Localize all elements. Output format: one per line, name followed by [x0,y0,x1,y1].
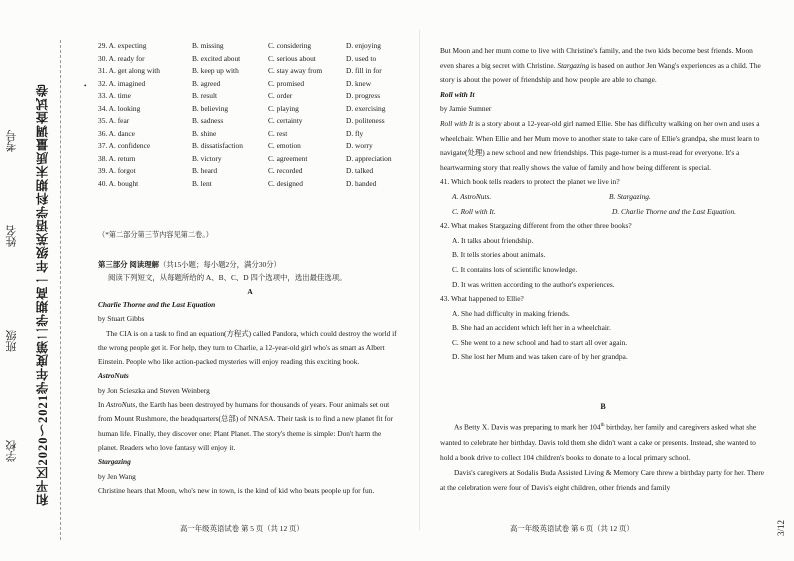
section3-detail: （共15小题；每小题2分，满分30分） [158,260,281,269]
book2-title: AstroNuts [98,371,129,381]
question-43: 43. What happened to Ellie? [440,294,524,304]
option-col1-7[interactable]: 36. A. dance [98,128,135,138]
bullet-mark: • [84,82,87,90]
question-41-options-row1 [440,190,766,205]
book2-text-italic: AstroNuts [106,400,136,410]
option-col1-3[interactable]: 32. A. imagined [98,78,146,88]
option-col4-5[interactable]: D. exercising [346,103,386,113]
option-col2-1[interactable]: B. excited about [192,53,241,63]
book2-text-post: , the Earth has been destroyed by humans for thousands of years. Four animals set out from Mount Rushmore, the headquarters(总部) of NNASA. Their task is to find a new planet fit for human life. Finally, they discover one: Plant Planet. The story's theme is simple: Don't harm the planet. Readers who love fantasy will enjoy it. [98,400,394,452]
option-col4-4[interactable]: D. progress [346,91,381,100]
b-p1-post: birthday, her family and caregivers asked what she wanted to celebrate her birthday. Davis told them she didn't want a cake or presents. Instead, she wanted to hold a book drive to collect 104 children's books to donate to a local primary school. [440,422,757,462]
option-col4-2[interactable]: D. fill in for [346,66,382,75]
option-col2-4[interactable]: B. result [192,91,218,100]
option-col4-10[interactable]: D. talked [346,166,374,175]
option-col2-2[interactable]: B. keep up with [192,66,239,75]
book3-author: by Jen Wang [98,471,136,481]
b-p1-pre: As Betty X. Davis was preparing to mark her 104 [454,422,601,432]
passage-b-paragraph-1 [440,418,766,465]
option-col4-0[interactable]: D. enjoying [346,41,381,50]
option-col4-11[interactable]: D. handed [346,178,377,188]
passage-b-label: B [600,402,606,411]
book4-author: by Jamie Sumner [440,104,492,114]
option-col2-11[interactable]: B. lent [192,178,212,188]
options-column-d [346,40,392,190]
option-col3-11[interactable]: C. designed [268,178,303,188]
option-col3-3[interactable]: C. promised [268,78,305,88]
passage-a-label: A [247,287,253,296]
option-col3-4[interactable]: C. order [268,91,293,100]
passage-b-body [440,418,766,495]
option-col3-0[interactable]: C. considering [268,41,312,50]
book2-text [98,398,402,455]
option-col2-9[interactable]: B. victory [192,153,222,163]
option-col3-10[interactable]: C. recorded [268,166,303,175]
book4-text-italic: Roll with It [440,118,474,128]
question-41-options-row2 [440,205,766,220]
option-col4-6[interactable]: D. politeness [346,116,385,125]
sheet-number: 3/12 [776,520,786,537]
section3-title: 第三部分 阅读理解 [98,260,159,269]
question-42: 42. What makes Stargazing different from the other three books? [440,221,632,231]
option-col2-10[interactable]: B. heard [192,166,218,175]
passage-a-continued [440,44,766,365]
option-col4-7[interactable]: D. fly [346,128,364,138]
book4-text-body: is a story about a 12-year-old girl named Ellie. She has difficulty walking on her own and uses a wheelchair. When Ellie and her Mum move to another state to take care of Ellie's grandpa, she must learn to navigate(处理) a new school and new friendships. This page-turner is a must-read for everyone. It's a heartwarming story that really shows the value of family and how being different is special. [440,118,760,172]
section2-note: （*第二部分第三节内容见第二卷。） [98,231,213,239]
q41-option-b[interactable]: B. Stargazing. [609,191,651,201]
b-p1-sup: th [600,423,605,428]
option-col2-0[interactable]: B. missing [192,41,224,50]
binding-label-id: 考号 [6,130,18,152]
q43-option-b[interactable]: B. She had an accident which left her in a wheelchair. [452,323,611,333]
option-col1-1[interactable]: 30. A. ready for [98,53,145,63]
q43-option-a[interactable]: A. She had difficulty in making friends. [452,308,570,318]
option-col4-8[interactable]: D. worry [346,141,373,150]
options-column-c [268,40,322,190]
option-col1-10[interactable]: 39. A. forgot [98,166,136,175]
section3-instruction: 阅读下列短文，从每题所给的 A、B、C、D 四个选项中，选出最佳选项。 [108,273,347,282]
option-col3-7[interactable]: C. rest [268,128,288,138]
option-col1-2[interactable]: 31. A. get along with [98,66,160,75]
options-column-a [98,40,160,190]
q42-option-d[interactable]: D. It was written according to the author's experiences. [452,279,615,289]
option-col1-6[interactable]: 35. A. fear [98,116,130,125]
book4-title: Roll with It [440,89,475,99]
passage-b-paragraph-2: Davis's caregivers at Sodalis Buda Assisted Living & Memory Care threw a birthday party for her. There at the celebration were four of Davis's eight children, other friends and family [440,468,765,493]
q41-option-c[interactable]: C. Roll with It. [452,206,496,216]
exam-title-vertical: 和平区2020～2021学年度第二学期高一年级英语学科期末质量调查试卷 [36,83,50,507]
page-fold [419,30,420,530]
option-col2-5[interactable]: B. believing [192,103,229,113]
book3-continuation [440,44,766,88]
option-col1-5[interactable]: 34. A. looking [98,103,141,113]
option-col2-3[interactable]: B. agreed [192,78,221,88]
options-column-b [192,40,243,190]
question-41: 41. Which book tells readers to protect the planet we live in? [440,177,620,187]
option-col2-7[interactable]: B. shine [192,128,217,138]
option-col3-2[interactable]: C. stay away from [268,66,323,75]
book2-text-pre: In [98,400,107,410]
book1-text: The CIA is on a task to find an equation(方程式) called Pandora, which could destroy the world if the wrong people get it. For help, they turn to Charlie, a 12-year-old girl who's as smart as Albert Einstein. People who like action-packed mysteries will enjoy reading this exciting book. [98,328,397,367]
q41-option-d[interactable]: D. Charlie Thorne and the Last Equation. [612,206,737,216]
option-col1-11[interactable]: 40. A. bought [98,178,139,188]
option-col4-9[interactable]: D. appreciation [346,153,392,163]
book3-title: Stargazing [98,457,131,467]
binding-label-name: 姓名 [6,225,18,247]
option-col3-9[interactable]: C. agreement [268,153,308,163]
book2-author: by Jon Scieszka and Steven Weinberg [98,385,210,395]
option-col4-1[interactable]: D. used to [346,53,377,63]
option-col2-8[interactable]: B. dissatisfaction [192,141,243,150]
binding-label-school: 学校 [6,440,18,462]
footer-page-5: 高一年级英语试卷 第 5 页（共 12 页） [180,524,304,533]
book3-text: Christine hears that Moon, who's new in town, is the kind of kid who beats people up for fun. [98,485,375,495]
binding-dashed-line [60,40,61,540]
option-col1-0[interactable]: 29. A. expecting [98,41,147,50]
q43-option-c[interactable]: C. She went to a new school and had to start all over again. [452,337,628,347]
book1-title: Charlie Thorne and the Last Equation [98,300,216,309]
option-col3-5[interactable]: C. playing [268,103,299,113]
q43-option-d[interactable]: D. She lost her Mum and was taken care of by her grandpa. [452,352,628,362]
cont-post: is based on author Jen Wang's experiences as a child. The story is about the power of friendship and how people are able to change. [440,60,761,85]
book1-author: by Stuart Gibbs [98,314,145,324]
option-col2-6[interactable]: B. sadness [192,116,224,125]
q42-option-a[interactable]: A. It talks about friendship. [452,235,534,245]
cont-pre: But Moon and her mum come to live with Christine's family, and the two kids become best friends. Moon even shares a big secret with Christine. [440,46,753,70]
binding-label-class: 班级 [6,330,18,352]
q42-option-b[interactable]: B. It tells stories about animals. [452,250,546,260]
option-col3-1[interactable]: C. serious about [268,53,316,63]
passage-a-body [98,298,402,498]
option-col1-8[interactable]: 37. A. confidence [98,141,151,150]
option-col1-4[interactable]: 33. A. time [98,91,131,100]
option-col4-3[interactable]: D. knew [346,78,372,88]
option-col3-6[interactable]: C. certainty [268,116,303,125]
book4-text [440,117,766,175]
option-col1-9[interactable]: 38. A. return [98,153,136,163]
footer-page-6: 高一年级英语试卷 第 6 页（共 12 页） [510,524,634,533]
option-col3-8[interactable]: C. emotion [268,141,301,150]
cont-italic: Stargazing [557,60,590,70]
q42-option-c[interactable]: C. It contains lots of scientific knowledge. [452,264,578,274]
q41-option-a[interactable]: A. AstroNuts. [452,191,492,201]
